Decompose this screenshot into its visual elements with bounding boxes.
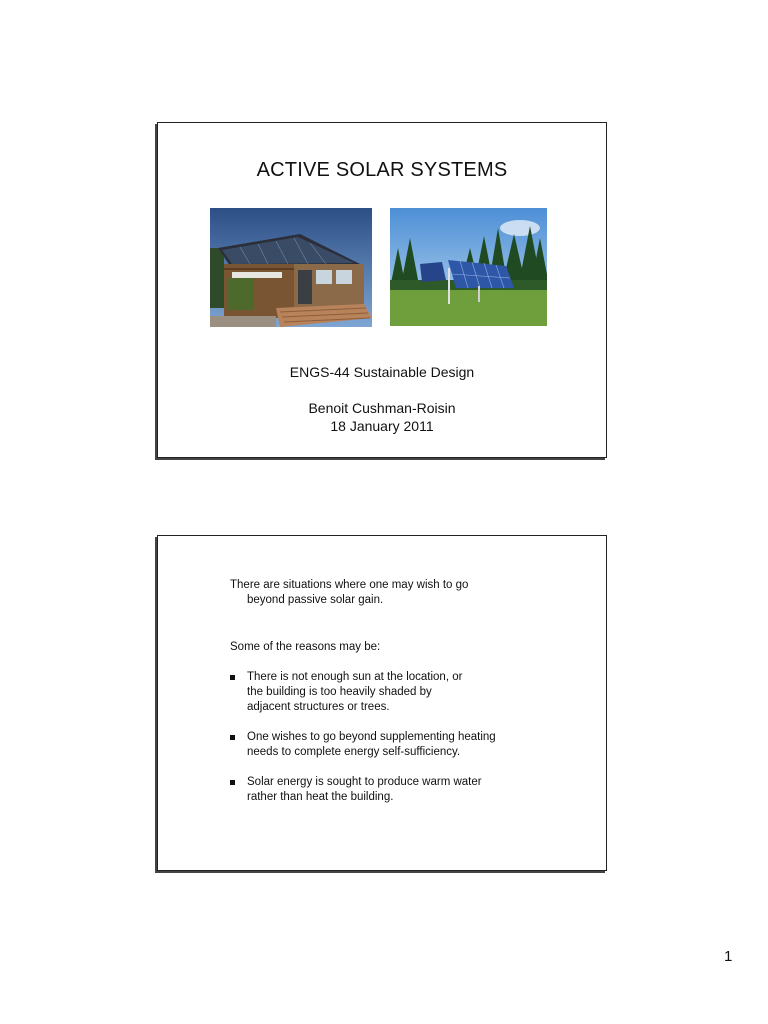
- bullet-line: One wishes to go beyond supplementing heating: [247, 731, 496, 743]
- intro-line: beyond passive solar gain.: [247, 594, 384, 606]
- bullet-line: the building is too heavily shaded by: [247, 686, 432, 698]
- intro-line: There are situations where one may wish to go: [230, 579, 469, 591]
- slide-2: [157, 535, 607, 871]
- bullet-square-icon: [230, 780, 235, 785]
- bullet-line: There is not enough sun at the location, or: [247, 671, 463, 683]
- solar-array-photo: [390, 208, 547, 326]
- bullet-line: rather than heat the building.: [247, 791, 394, 803]
- slide-1: [157, 122, 607, 458]
- solar-house-photo: [210, 208, 372, 327]
- slide-title: ACTIVE SOLAR SYSTEMS: [256, 159, 508, 181]
- bullet-square-icon: [230, 675, 235, 680]
- course-name: ENGS-44 Sustainable Design: [289, 364, 475, 380]
- bullet-line: Solar energy is sought to produce warm water: [247, 776, 482, 788]
- bullet-square-icon: [230, 735, 235, 740]
- presentation-date: 18 January 2011: [330, 418, 434, 434]
- reasons-intro: Some of the reasons may be:: [230, 641, 381, 653]
- page-number: 1: [724, 948, 733, 965]
- list-item: [230, 775, 550, 805]
- intro-paragraph: [230, 578, 550, 608]
- reasons-list: [230, 670, 550, 820]
- bullet-line: needs to complete energy self-sufficiency.: [247, 746, 461, 758]
- list-item: [230, 730, 550, 760]
- author-name: Benoit Cushman-Roisin: [308, 400, 456, 416]
- list-item: [230, 670, 550, 715]
- bullet-line: adjacent structures or trees.: [247, 701, 390, 713]
